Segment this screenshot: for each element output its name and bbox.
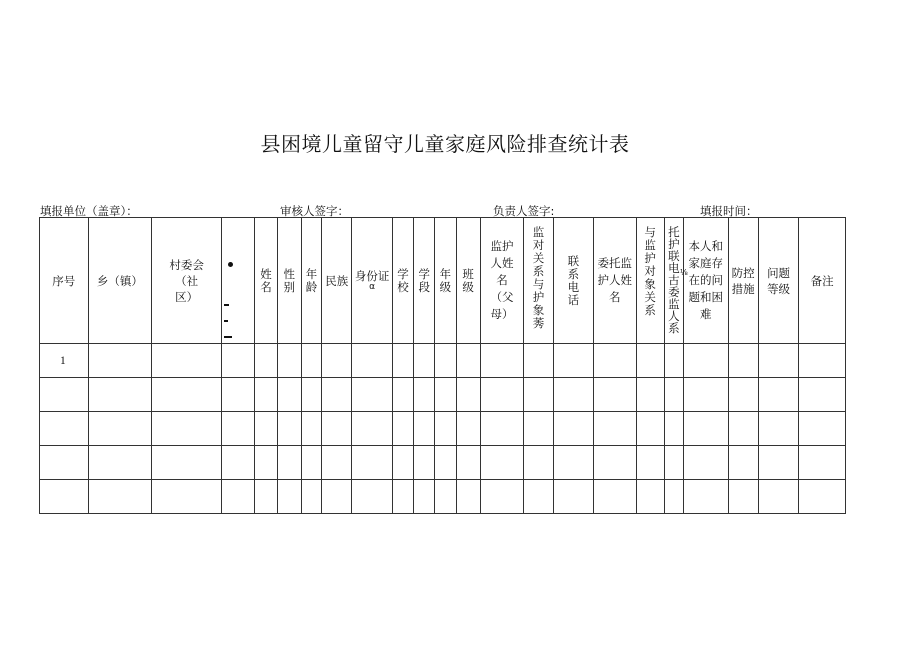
header-idcard bbox=[352, 218, 392, 344]
header-school bbox=[392, 218, 413, 344]
header-age-label: 年龄 bbox=[305, 266, 318, 294]
table-cell[interactable] bbox=[152, 378, 222, 412]
dash-mark-icon bbox=[224, 320, 228, 322]
table-cell[interactable] bbox=[664, 412, 683, 446]
header-measures-label: 防控措施 bbox=[731, 265, 755, 296]
row-seq-cell[interactable] bbox=[40, 446, 89, 480]
table-row bbox=[40, 446, 846, 480]
table-cell[interactable] bbox=[799, 344, 846, 378]
header-seq: 序号 bbox=[40, 218, 89, 344]
table-row bbox=[40, 412, 846, 446]
table-cell[interactable] bbox=[414, 480, 435, 514]
table-cell[interactable] bbox=[594, 378, 636, 412]
table-cell[interactable] bbox=[664, 446, 683, 480]
page-title: 县困境儿童留守儿童家庭风险排查统计表 bbox=[260, 132, 630, 156]
header-class bbox=[456, 218, 480, 344]
table-cell[interactable] bbox=[322, 344, 352, 378]
table-cell[interactable] bbox=[88, 480, 152, 514]
header-level bbox=[758, 218, 798, 344]
table-cell[interactable] bbox=[456, 378, 480, 412]
table-row bbox=[40, 378, 846, 412]
header-entrusted-phone-label: 托护联电古委监人系 bbox=[668, 225, 680, 335]
table-cell[interactable] bbox=[277, 378, 301, 412]
table-cell[interactable] bbox=[684, 378, 728, 412]
table-cell[interactable] bbox=[435, 344, 456, 378]
header-village-label: 村委会（社区） bbox=[169, 257, 204, 304]
table-cell[interactable] bbox=[758, 446, 798, 480]
table-cell[interactable] bbox=[88, 378, 152, 412]
table-cell[interactable] bbox=[222, 412, 255, 446]
header-class-label: 班级 bbox=[462, 266, 474, 294]
table-cell[interactable] bbox=[414, 446, 435, 480]
dot-mark-icon bbox=[228, 262, 233, 267]
header-stage bbox=[414, 218, 435, 344]
row-seq-cell[interactable] bbox=[40, 480, 89, 514]
table-cell[interactable] bbox=[152, 412, 222, 446]
table-cell[interactable] bbox=[728, 412, 758, 446]
table-cell[interactable] bbox=[456, 446, 480, 480]
header-phone bbox=[553, 218, 593, 344]
table-cell[interactable] bbox=[392, 480, 413, 514]
table-cell[interactable] bbox=[594, 446, 636, 480]
table-cell[interactable] bbox=[636, 480, 664, 514]
table-row bbox=[40, 480, 846, 514]
header-name-label: 姓名 bbox=[260, 266, 272, 294]
header-level-label: 问题等级 bbox=[767, 265, 791, 296]
table-cell[interactable] bbox=[684, 446, 728, 480]
survey-table bbox=[39, 217, 846, 514]
header-guardian bbox=[480, 218, 523, 344]
dash-mark-icon bbox=[224, 304, 229, 306]
row-seq-cell[interactable] bbox=[40, 378, 89, 412]
table-cell[interactable] bbox=[799, 378, 846, 412]
table-cell[interactable] bbox=[255, 412, 277, 446]
table-cell[interactable] bbox=[152, 446, 222, 480]
table-cell[interactable] bbox=[301, 378, 321, 412]
table-cell[interactable] bbox=[636, 446, 664, 480]
header-idcard-label: 身份证 bbox=[354, 269, 390, 283]
table-cell[interactable] bbox=[728, 446, 758, 480]
table-cell[interactable] bbox=[88, 344, 152, 378]
table-cell[interactable] bbox=[728, 344, 758, 378]
table-cell[interactable] bbox=[277, 446, 301, 480]
table-cell[interactable] bbox=[553, 378, 593, 412]
table-cell[interactable] bbox=[664, 480, 683, 514]
table-cell[interactable] bbox=[322, 480, 352, 514]
table-cell[interactable] bbox=[352, 412, 392, 446]
reviewer-signature-label: 审核人签字： bbox=[280, 204, 349, 218]
table-header-row bbox=[40, 218, 846, 344]
header-name bbox=[255, 218, 277, 344]
table-cell[interactable] bbox=[456, 480, 480, 514]
table-cell[interactable] bbox=[255, 446, 277, 480]
table-cell[interactable] bbox=[152, 480, 222, 514]
header-entrusted-label: 委托监护人姓名 bbox=[597, 256, 633, 304]
table-cell[interactable] bbox=[152, 344, 222, 378]
header-guardian-label: 监护人姓名（父母） bbox=[490, 239, 514, 321]
header-guardian-relation bbox=[524, 218, 553, 344]
header-school-label: 学校 bbox=[397, 266, 409, 294]
header-township: 乡（镇） bbox=[88, 218, 152, 344]
table-cell[interactable] bbox=[456, 344, 480, 378]
table-cell[interactable] bbox=[799, 412, 846, 446]
header-entrusted-phone-mark: ⅛ bbox=[680, 268, 688, 277]
leader-signature-label: 负责人签字: bbox=[493, 204, 555, 218]
table-cell[interactable] bbox=[392, 412, 413, 446]
table-cell[interactable] bbox=[758, 480, 798, 514]
table-cell[interactable] bbox=[480, 378, 523, 412]
table-cell[interactable] bbox=[758, 412, 798, 446]
table-cell[interactable] bbox=[799, 480, 846, 514]
table-cell[interactable] bbox=[664, 344, 683, 378]
table-cell[interactable] bbox=[322, 378, 352, 412]
table-cell[interactable] bbox=[524, 412, 553, 446]
table-cell[interactable] bbox=[728, 378, 758, 412]
table-cell[interactable] bbox=[728, 480, 758, 514]
header-idcard-mark: α bbox=[369, 282, 376, 292]
header-entrusted-phone bbox=[664, 218, 683, 344]
dash-mark-icon bbox=[224, 336, 232, 338]
table-cell[interactable] bbox=[684, 412, 728, 446]
table-cell[interactable] bbox=[222, 378, 255, 412]
table-cell[interactable] bbox=[636, 412, 664, 446]
table-cell[interactable] bbox=[277, 480, 301, 514]
header-grade-label: 年级 bbox=[439, 266, 452, 294]
header-guardian-relation-label: 监对关系与护象莠 bbox=[532, 225, 545, 330]
header-problems bbox=[684, 218, 728, 344]
header-grade bbox=[435, 218, 456, 344]
header-entrusted-relation-label: 与监护对象关系 bbox=[644, 225, 656, 317]
header-stage-label: 学段 bbox=[418, 266, 430, 294]
table-cell[interactable] bbox=[255, 480, 277, 514]
table-cell[interactable] bbox=[301, 412, 321, 446]
header-village bbox=[152, 218, 222, 344]
header-age bbox=[301, 218, 321, 344]
table-cell[interactable] bbox=[636, 378, 664, 412]
table-cell[interactable] bbox=[392, 378, 413, 412]
header-entrusted bbox=[594, 218, 636, 344]
table-cell[interactable] bbox=[684, 344, 728, 378]
table-cell[interactable] bbox=[435, 378, 456, 412]
table-cell[interactable] bbox=[553, 344, 593, 378]
header-phone-label: 联系电话 bbox=[567, 253, 580, 307]
table-cell[interactable] bbox=[322, 446, 352, 480]
header-gender-label: 性别 bbox=[283, 266, 295, 294]
table-cell[interactable] bbox=[301, 480, 321, 514]
header-marks-cell bbox=[222, 218, 255, 344]
table-cell[interactable] bbox=[277, 412, 301, 446]
header-gender bbox=[277, 218, 301, 344]
row-seq-cell[interactable] bbox=[40, 412, 89, 446]
table-cell[interactable] bbox=[480, 480, 523, 514]
table-cell[interactable] bbox=[594, 344, 636, 378]
table-cell[interactable] bbox=[594, 412, 636, 446]
header-ethnic: 民族 bbox=[322, 218, 352, 344]
table-cell[interactable] bbox=[524, 344, 553, 378]
table-cell[interactable] bbox=[222, 446, 255, 480]
table-cell[interactable] bbox=[392, 344, 413, 378]
table-cell[interactable] bbox=[758, 344, 798, 378]
fill-unit-label: 填报单位（盖章）： bbox=[40, 204, 138, 218]
table-cell[interactable] bbox=[480, 412, 523, 446]
table-cell[interactable] bbox=[553, 480, 593, 514]
table-cell[interactable] bbox=[435, 480, 456, 514]
table-cell[interactable] bbox=[414, 412, 435, 446]
table-cell[interactable] bbox=[352, 446, 392, 480]
table-cell[interactable] bbox=[799, 446, 846, 480]
table-cell[interactable] bbox=[758, 378, 798, 412]
table-cell[interactable] bbox=[222, 344, 255, 378]
table-cell[interactable] bbox=[277, 344, 301, 378]
table-cell[interactable] bbox=[255, 378, 277, 412]
table-cell[interactable] bbox=[524, 446, 553, 480]
table-cell[interactable] bbox=[664, 378, 683, 412]
table-cell[interactable] bbox=[322, 412, 352, 446]
table-cell[interactable] bbox=[684, 480, 728, 514]
table-cell[interactable] bbox=[594, 480, 636, 514]
table-cell[interactable] bbox=[255, 344, 277, 378]
table-cell[interactable] bbox=[222, 480, 255, 514]
table-cell[interactable] bbox=[435, 446, 456, 480]
table-cell[interactable] bbox=[480, 344, 523, 378]
table-cell[interactable] bbox=[553, 446, 593, 480]
table-cell[interactable] bbox=[636, 344, 664, 378]
table-cell[interactable] bbox=[352, 378, 392, 412]
fill-time-label: 填报时间： bbox=[700, 204, 758, 218]
table-row bbox=[40, 344, 846, 378]
table-cell[interactable] bbox=[456, 412, 480, 446]
table-cell[interactable] bbox=[392, 446, 413, 480]
table-cell[interactable] bbox=[301, 344, 321, 378]
header-problems-label: 本人和家庭存在的问题和困难 bbox=[688, 239, 724, 321]
table-cell[interactable] bbox=[480, 446, 523, 480]
table-cell[interactable] bbox=[553, 412, 593, 446]
table-cell[interactable] bbox=[435, 412, 456, 446]
table-cell[interactable] bbox=[414, 344, 435, 378]
table-cell[interactable] bbox=[414, 378, 435, 412]
table-cell[interactable] bbox=[524, 378, 553, 412]
table-cell[interactable] bbox=[88, 446, 152, 480]
table-cell[interactable] bbox=[88, 412, 152, 446]
table-cell[interactable] bbox=[352, 480, 392, 514]
table-cell[interactable] bbox=[524, 480, 553, 514]
header-measures bbox=[728, 218, 758, 344]
table-cell[interactable] bbox=[352, 344, 392, 378]
header-entrusted-relation bbox=[636, 218, 664, 344]
row-seq-cell[interactable]: 1 bbox=[40, 344, 89, 378]
table-cell[interactable] bbox=[301, 446, 321, 480]
header-remarks: 备注 bbox=[799, 218, 846, 344]
